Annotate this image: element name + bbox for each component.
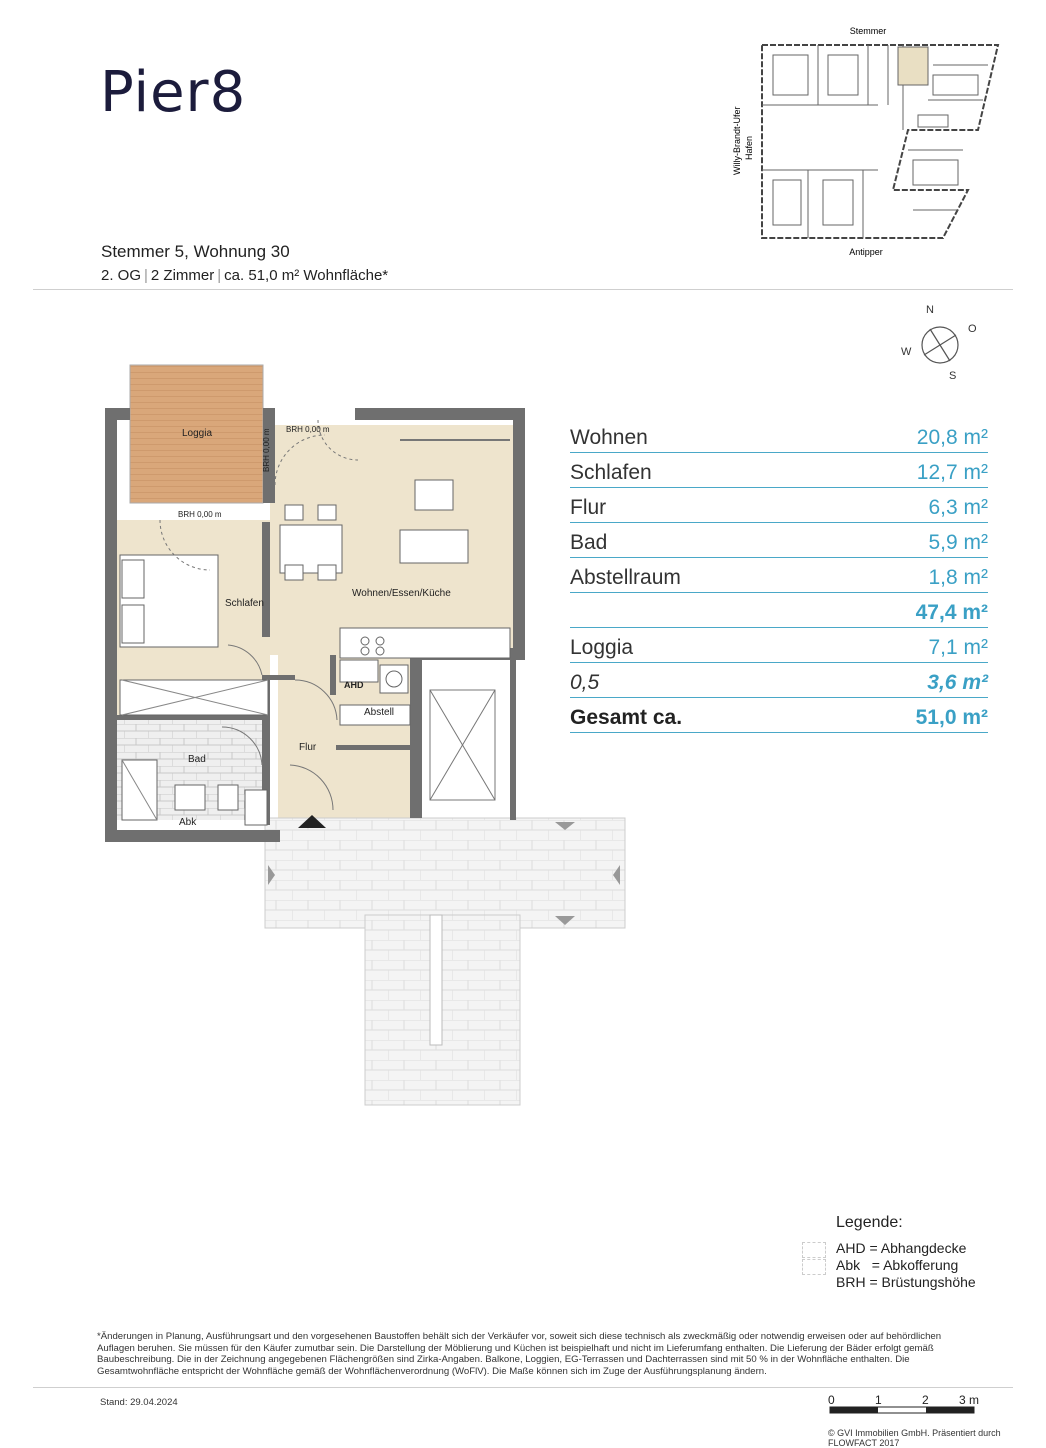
area-value: 12,7 m² (916, 461, 988, 484)
area-row-subtotal (570, 593, 988, 628)
area-row-total (570, 698, 988, 733)
brand-logo: Pier8 (100, 60, 247, 125)
area-total-value: 51,0 m² (915, 706, 988, 729)
header-divider (33, 289, 1013, 290)
room-label-flur: Flur (299, 742, 317, 753)
area-factor-value: 3,6 m² (927, 671, 988, 694)
room-label-wohnen: Wohnen/Essen/Küche (352, 588, 451, 599)
ahd-label: AHD (344, 680, 364, 690)
area-label: Abstellraum (570, 566, 681, 589)
area-row-flur (570, 488, 988, 523)
site-plan (728, 20, 1018, 265)
area-row-loggia (570, 628, 988, 663)
area-text: ca. 51,0 m² Wohnfläche* (224, 267, 389, 284)
room-label-abstell: Abstell (364, 707, 395, 718)
abk-label: Abk (179, 817, 197, 828)
area-label: Schlafen (570, 461, 652, 484)
area-value: 7,1 m² (928, 636, 988, 659)
legend (836, 1240, 976, 1291)
area-factor-label: 0,5 (570, 671, 600, 694)
disclaimer: *Änderungen in Planung, Ausführungsart und den vorgesehenen Baustoffen behält sich der Verkäufer vor, soweit sich diese technisch als zweckmäßig oder notwendig erweisen oder auf behördlichen Auflagen beruhen. Sie müssen für den Käufer zumutbar sein. Die Darstellung der Möblierung und Küchen ist beispielhaft und nicht im Lieferumfang enthalten. Die Lieferung der Bäder erfolgt gemäß Baubeschreibung. Die in der Zeichnung angegebenen Flächengrößen sind Zirka-Angaben. Balkone, Loggien, EG-Terrassen und Dachterrassen sind mit 50 % in der Wohnfläche enthalten. Die Gesamtwohnfläche entspricht der Wohnfläche gemäß der Wohnflächenverordnung (WoFlV). Die Maße können sich im Zuge der Ausführungsplanung ändern. (97, 1331, 942, 1377)
room-label-schlafen: Schlafen (225, 598, 264, 609)
copyright: © GVI Immobilien GmbH. Präsentiert durch FLOWFACT 2017 (828, 1428, 1001, 1448)
area-label: Loggia (570, 636, 634, 659)
scale-tick-1: 1 (875, 1393, 882, 1407)
area-row-schlafen (570, 453, 988, 488)
site-label-top: Stemmer (849, 26, 887, 36)
legend-text: BRH = Brüstungshöhe (836, 1274, 976, 1290)
stand-date: Stand: 29.04.2024 (100, 1397, 178, 1408)
scale-tick-0: 0 (828, 1393, 835, 1407)
rooms-text: 2 Zimmer (150, 267, 215, 284)
apartment-summary: 2. OG | 2 Zimmer | ca. 51,0 m² Wohnfläche* (101, 267, 389, 284)
area-value: 20,8 m² (916, 426, 988, 449)
site-label-street: Willy-Brandt-Ufer (732, 106, 742, 175)
area-label: Flur (570, 496, 607, 519)
legend-item-ahd (836, 1240, 976, 1257)
area-subtotal: 47,4 m² (915, 601, 988, 624)
legend-title: Legende: (836, 1214, 903, 1231)
area-row-bad (570, 523, 988, 558)
apartment-address: Stemmer 5, Wohnung 30 (101, 242, 290, 261)
scale-tick-3: 3 m (959, 1393, 980, 1407)
area-value: 6,3 m² (928, 496, 988, 519)
room-label-loggia: Loggia (182, 428, 213, 439)
legend-item-abk (836, 1257, 976, 1274)
room-label-bad: Bad (188, 754, 206, 765)
compass-south: S (949, 370, 957, 382)
area-table (570, 418, 988, 733)
floor-plan (100, 360, 640, 1120)
scale-tick-2: 2 (922, 1393, 929, 1407)
compass-west: W (901, 346, 912, 358)
compass-icon (895, 300, 985, 390)
area-row-wohnen (570, 418, 988, 453)
area-total-label: Gesamt ca. (570, 706, 683, 729)
brh-label-3: BRH 0,00 m (262, 428, 271, 472)
legend-text: AHD = Abhangdecke (836, 1240, 967, 1256)
area-label: Wohnen (570, 426, 648, 449)
area-row-factor (570, 663, 988, 698)
legend-item-brh (836, 1274, 976, 1291)
area-label: Bad (570, 531, 608, 554)
footer-divider (33, 1387, 1013, 1388)
area-value: 5,9 m² (928, 531, 988, 554)
area-value: 1,8 m² (928, 566, 988, 589)
compass-north: N (926, 304, 934, 316)
brh-label-2: BRH 0,00 m (178, 510, 222, 519)
floor-text: 2. OG (101, 267, 142, 284)
site-label-bottom: Antipper (849, 247, 883, 257)
legend-text: Abk = Abkofferung (836, 1257, 959, 1273)
site-label-harbour: Hafen (744, 135, 754, 160)
compass-east: O (968, 323, 977, 335)
area-row-abstellraum (570, 558, 988, 593)
brh-label-1: BRH 0,00 m (286, 425, 330, 434)
